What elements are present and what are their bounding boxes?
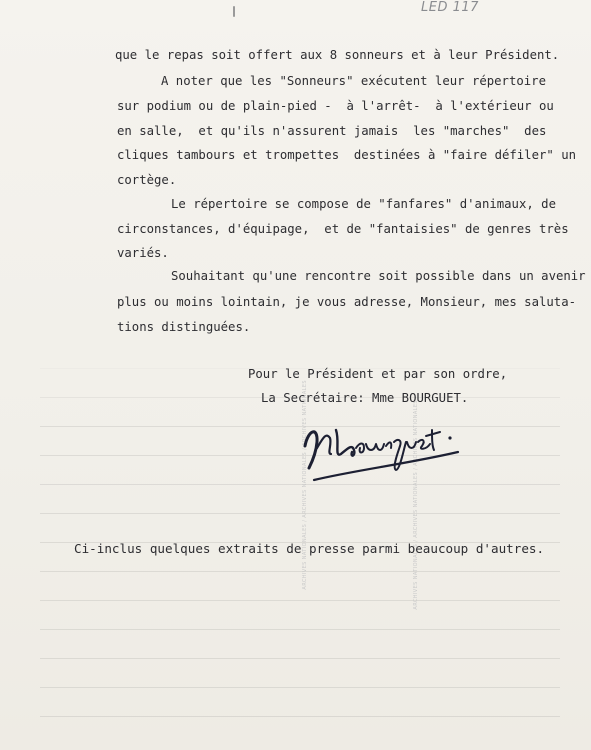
show-through-text bbox=[40, 350, 560, 730]
body-line: que le repas soit offert aux 8 sonneurs et à leur Président. bbox=[115, 48, 560, 62]
closing-formula: Pour le Président et par son ordre, bbox=[248, 367, 508, 381]
body-line: cortège. bbox=[117, 173, 177, 187]
archive-reference: LED 117 bbox=[421, 0, 479, 15]
body-line: Le répertoire se compose de "fanfares" d'animaux, de bbox=[171, 197, 556, 211]
handwritten-signature bbox=[296, 408, 476, 490]
signatory-title: La Secrétaire: Mme BOURGUET. bbox=[261, 391, 469, 405]
body-line: en salle, et qu'ils n'assurent jamais les "marches" des bbox=[117, 124, 547, 138]
body-line: variés. bbox=[117, 246, 169, 260]
body-line: circonstances, d'équipage, et de "fantaisies" de genres très bbox=[117, 222, 569, 236]
body-line: tions distinguées. bbox=[117, 320, 251, 334]
body-line: sur podium ou de plain-pied - à l'arrêt- à l'extérieur ou bbox=[117, 99, 554, 113]
body-line: cliques tambours et trompettes destinées à "faire défiler" un bbox=[117, 148, 577, 162]
body-line: Souhaitant qu'une rencontre soit possible dans un avenir bbox=[171, 269, 586, 283]
body-line: plus ou moins lointain, je vous adresse, Monsieur, mes saluta- bbox=[117, 295, 577, 309]
enclosure-note: Ci-inclus quelques extraits de presse parmi beaucoup d'autres. bbox=[74, 541, 545, 556]
margin-stamp: ARCHIVES NATIONALES / ARCHIVES NATIONALES / ARCHIVES NATIONALES bbox=[302, 380, 308, 590]
margin-stamp-2: ARCHIVES NATIONALES / ARCHIVES NATIONALES / ARCHIVES NATIONALES bbox=[413, 400, 419, 610]
punch-mark bbox=[233, 6, 235, 17]
body-line: A noter que les "Sonneurs" exécutent leur répertoire bbox=[161, 74, 546, 88]
